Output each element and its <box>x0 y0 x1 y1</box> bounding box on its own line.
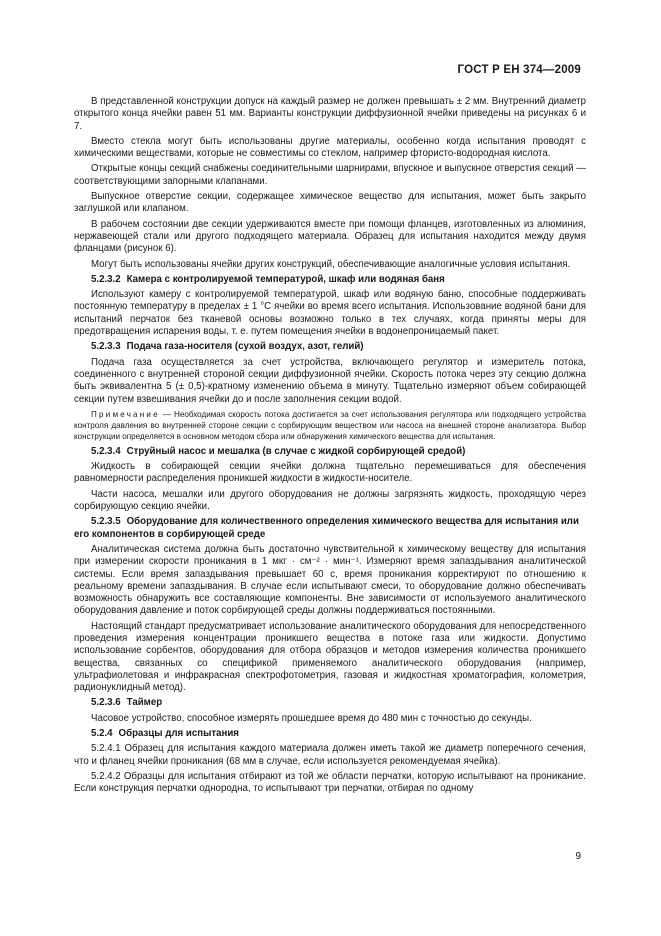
paragraph: Могут быть использованы ячейки других конструкций, обеспечивающие аналогичные условия испытания. <box>91 258 571 270</box>
paragraph: Аналитическая система должна быть достаточно чувствительной к химическому веществу для испытания при измерении скорости проникания в 1 мкг · см⁻² · мин⁻¹. Измеряют время запаздывания аналитической системы. Если время запаздывания превышает 60 с, время проникания корректируют по отношению к реальному времени запаздывания. В случае если испытывают смеси, то оборудование должно обеспечивать возможность обнаружить все составляющие компоненты. Вне зависимости от используемого аналитического оборудования давление и поток сорбирующей среды должны поддерживаться постоянными. <box>74 543 586 617</box>
note-label: Примечание <box>91 409 160 419</box>
section-title: Струйный насос и мешалка (в случае с жидкой сорбирующей средой) <box>126 445 466 457</box>
section-title: Оборудование для количественного определения химического вещества для испытания или его компонентов в сорбирующей среде <box>74 516 579 540</box>
page-body <box>74 96 586 799</box>
page-number: 9 <box>575 851 581 862</box>
section-title: Камера с контролируемой температурой, шкаф или водяная баня <box>126 273 445 285</box>
section-title: Образцы для испытания <box>118 728 239 740</box>
paragraph: Жидкость в собирающей секции ячейки должна тщательно перемешиваться для обеспечения равномерности распределения проникшей жидкости в жидкости-носителе. <box>74 461 586 485</box>
section-heading-524 <box>74 728 586 740</box>
section-heading-5234 <box>74 446 586 458</box>
paragraph: 5.2.4.1 Образец для испытания каждого материала должен иметь такой же диаметр поперечного сечения, что и фланец ячейки проникания (68 мм в случае, если используется рекомендуемая ячейка). <box>74 743 586 767</box>
paragraph: В рабочем состоянии две секции удерживаются вместе при помощи фланцев, изготовленных из алюминия, нержавеющей стали или другого подходящего материала. Образец для испытания находится между двумя фланцами (рисунок 6). <box>74 218 586 255</box>
paragraph: Часовое устройство, способное измерять прошедшее время до 480 мин с точностью до секунды. <box>91 712 532 724</box>
section-title: Таймер <box>126 697 163 709</box>
section-number: 5.2.3.6 <box>91 697 121 709</box>
paragraph: Части насоса, мешалки или другого оборудования не должны загрязнять жидкость, проходящую через сорбирующую секцию ячейки. <box>74 488 586 513</box>
paragraph: В представленной конструкции допуск на каждый размер не должен превышать ± 2 мм. Внутренний диаметр открытого конца ячейки равен 51 мм. Варианты конструкции диффузионной ячейки приведены на рисунках 6 и 7. <box>74 96 586 132</box>
section-title: Подача газа-носителя (сухой воздух, азот, гелий) <box>126 341 364 353</box>
section-number: 5.2.4 <box>91 728 113 740</box>
section-number: 5.2.3.4 <box>91 445 121 457</box>
document-header: ГОСТ Р ЕН 374—2009 <box>457 64 581 76</box>
paragraph: Настоящий стандарт предусматривает использование аналитического оборудования для непосредственного проведения измерения концентрации проникшего вещества в потоке газа или жидкости. Допустимо использование сорбентов, оборудования для отбора образцов и методов измерения количества проникшего вещества, связанных со спецификой применяемого аналитического оборудования (например, ультрафиолетовая и инфракрасная спектрофотометрия, газовая и жидкостная хроматография, колометрия, радионуклидный метод). <box>74 620 586 694</box>
paragraph: Подача газа осуществляется за счет устройства, включающего регулятор и измеритель потока, соединенного с внутренней стороной секции диффузионной ячейки. Скорость потока через эту секцию должна быть эквивалентна 5 (± 0,5)-кратному изменению объема в минуту. Тщательно измеряют объем собирающей секции путем взвешивания ячейки до и после заполнения секции водой. <box>74 356 586 405</box>
note-text: — Необходимая скорость потока достигается за счет использования регулятора или подходящего устройства контроля давления во внутренней стороне секции с сорбирующим веществом или насоса на внешней стороне анализатора. Выбор конструкции определяется в основном методом сбора или обнаружения химического вещества для испытания. <box>74 409 586 441</box>
paragraph: Выпускное отверстие секции, содержащее химическое вещество для испытания, может быть закрыто заглушкой или клапаном. <box>74 191 586 215</box>
paragraph: Используют камеру с контролируемой температурой, шкаф или водяную баню, способные поддерживать постоянную температуру в пределах ± 1 °С ячейки во время всего испытания. Использование водяной бани для испытаний перчаток без тканевой основы возможно только в тех случаях, когда приняты меры для предотвращения испарения воды, т. е. путем помещения ячейки в водонепроницаемый пакет. <box>74 289 586 338</box>
section-heading-5235 <box>74 516 586 541</box>
paragraph: Вместо стекла могут быть использованы другие материалы, особенно когда испытания проводят с химическими веществами, которые не совместимы со стеклом, например фтористо-водородная кислота. <box>74 135 586 160</box>
section-heading-5233 <box>74 341 586 353</box>
section-heading-5236 <box>74 697 586 709</box>
note <box>74 409 586 442</box>
paragraph: Открытые концы секций снабжены соединительными шарнирами, впускное и выпускное отверстия секций — соответствующими запорными клапанами. <box>74 163 586 187</box>
section-number: 5.2.3.5 <box>91 516 121 528</box>
section-number: 5.2.3.2 <box>91 273 121 285</box>
section-heading-5232 <box>74 274 586 286</box>
paragraph: 5.2.4.2 Образцы для испытания отбирают из той же области перчатки, которую испытывают на проникание. Если конструкция перчатки однородна, то испытывают три перчатки, отбирая по одному <box>74 770 586 795</box>
section-number: 5.2.3.3 <box>91 341 121 353</box>
